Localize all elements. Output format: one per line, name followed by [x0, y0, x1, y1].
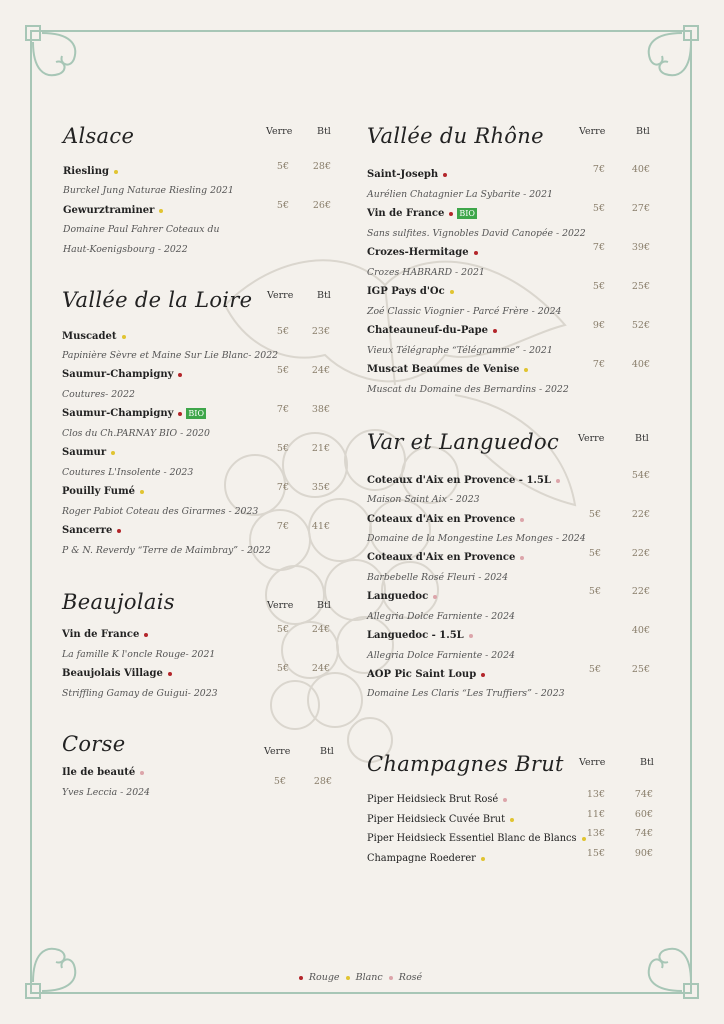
rose-dot-icon [469, 634, 473, 638]
blanc-dot-icon [122, 335, 126, 339]
champagne-name: Piper Heidsieck Cuvée Brut [367, 814, 514, 825]
verre-price: 7€ [276, 482, 289, 493]
verre-price: 7€ [276, 404, 289, 415]
rouge-dot-icon [481, 673, 485, 677]
wine-description: Roger Pabiot Coteau des Girarmes - 2023 [62, 506, 259, 517]
btl-price: 74€ [634, 789, 653, 800]
rouge-dot-icon [449, 212, 453, 216]
rose-dot-icon [389, 976, 393, 980]
section-loire [62, 288, 342, 568]
blanc-dot-icon [159, 209, 163, 213]
section-title: Beaujolais [62, 590, 175, 614]
legend-rouge: Rouge [308, 972, 340, 983]
verre-price: 5€ [588, 509, 601, 520]
section-title: Var et Languedoc [367, 430, 560, 454]
btl-header: Btl [320, 746, 334, 757]
blanc-dot-icon [346, 976, 350, 980]
btl-price: 24€ [311, 663, 330, 674]
rouge-dot-icon [178, 373, 182, 377]
wine-description: Coutures L'Insolente - 2023 [62, 467, 194, 478]
wine-name: Pouilly Fumé [62, 486, 144, 497]
champagne-name: Piper Heidsieck Brut Rosé [367, 794, 507, 805]
wine-description: Maison Saint Aix - 2023 [367, 494, 480, 505]
btl-price: 54€ [631, 470, 650, 481]
corner-ornament-bottom-left [24, 930, 94, 1000]
section-title: Corse [62, 732, 126, 756]
section-title: Vallée de la Loire [62, 288, 253, 312]
verre-price: 5€ [588, 586, 601, 597]
verre-header: Verre [579, 126, 606, 137]
legend-rose: Rosé [398, 972, 423, 983]
wine-name: Muscat Beaumes de Venise [367, 364, 528, 375]
wine-name: Saint-Joseph [367, 169, 447, 180]
wine-description: Striffling Gamay de Guigui- 2023 [62, 688, 218, 699]
wine-description: Zoé Classic Viognier - Parcé Frère - 2024 [367, 306, 562, 317]
wine-name: AOP Pic Saint Loup [367, 669, 485, 680]
verre-price: 5€ [276, 443, 289, 454]
btl-price: 22€ [631, 586, 650, 597]
section-title: Vallée du Rhône [367, 124, 544, 148]
rouge-dot-icon [117, 529, 121, 533]
wine-name: Chateauneuf-du-Pape [367, 325, 497, 336]
btl-price: 25€ [631, 281, 650, 292]
verre-price: 5€ [276, 663, 289, 674]
rose-dot-icon [556, 479, 560, 483]
rose-dot-icon [433, 595, 437, 599]
wine-name: Ile de beauté [62, 767, 144, 778]
rose-dot-icon [140, 771, 144, 775]
verre-header: Verre [579, 757, 606, 768]
verre-header: Verre [266, 126, 293, 137]
wine-description: Coutures- 2022 [62, 389, 135, 400]
rouge-dot-icon [493, 329, 497, 333]
wine-name: Gewurztraminer [63, 205, 163, 216]
wine-name: Muscadet [62, 331, 126, 342]
corner-ornament-top-left [24, 24, 94, 94]
btl-header: Btl [317, 290, 331, 301]
verre-price: 15€ [586, 848, 605, 859]
wine-name: Saumur-Champigny [62, 369, 182, 380]
wine-description: Domaine Les Claris “Les Truffiers” - 2023 [367, 688, 565, 699]
verre-header: Verre [267, 290, 294, 301]
wine-name: Coteaux d'Aix en Provence - 1.5L [367, 475, 560, 486]
verre-price: 5€ [276, 326, 289, 337]
wine-name: Saumur [62, 447, 115, 458]
verre-price: 13€ [586, 789, 605, 800]
btl-price: 40€ [631, 359, 650, 370]
wine-description: Aurélien Chatagnier La Sybarite - 2021 [367, 189, 553, 200]
wine-description: Sans sulfites. Vignobles David Canopée - 2022 [367, 228, 586, 239]
champagne-name: Piper Heidsieck Essentiel Blanc de Blancs [367, 833, 586, 844]
wine-description: La famille K l'oncle Rouge- 2021 [62, 649, 216, 660]
btl-price: 26€ [312, 200, 331, 211]
rouge-dot-icon [168, 672, 172, 676]
wine-description: Domaine Paul Fahrer Coteaux du [63, 224, 220, 235]
wine-description: Allegria Dolce Farniente - 2024 [367, 611, 515, 622]
btl-price: 22€ [631, 548, 650, 559]
section-languedoc [367, 430, 657, 710]
champagne-name: Champagne Roederer [367, 853, 485, 864]
wine-name: Vin de France BIO [367, 208, 475, 219]
verre-price: 7€ [592, 242, 605, 253]
wine-description: Domaine de la Mongestine Les Monges - 2024 [367, 533, 586, 544]
bio-badge: BIO [459, 209, 475, 218]
wine-name: IGP Pays d'Oc [367, 286, 454, 297]
btl-price: 39€ [631, 242, 650, 253]
verre-price: 7€ [592, 359, 605, 370]
wine-description: Papinière Sèvre et Maine Sur Lie Blanc- 2022 [62, 350, 279, 361]
btl-price: 74€ [634, 828, 653, 839]
wine-name: Coteaux d'Aix en Provence [367, 552, 524, 563]
btl-price: 28€ [312, 161, 331, 172]
wine-name: Riesling [63, 166, 118, 177]
btl-price: 35€ [311, 482, 330, 493]
rose-dot-icon [520, 556, 524, 560]
wine-description: Burckel Jung Naturae Riesling 2021 [63, 185, 234, 196]
btl-price: 40€ [631, 164, 650, 175]
verre-price: 13€ [586, 828, 605, 839]
wine-description: Allegria Dolce Farniente - 2024 [367, 650, 515, 661]
bio-badge: BIO [188, 409, 205, 418]
rouge-dot-icon [178, 412, 182, 416]
color-legend [0, 972, 724, 983]
rose-dot-icon [520, 518, 524, 522]
wine-name: Crozes-Hermitage [367, 247, 478, 258]
verre-price: 9€ [592, 320, 605, 331]
verre-price: 7€ [276, 521, 289, 532]
verre-price: 5€ [273, 776, 286, 787]
rouge-dot-icon [474, 251, 478, 255]
verre-price: 5€ [276, 365, 289, 376]
verre-price: 5€ [588, 664, 601, 675]
btl-price: 24€ [311, 624, 330, 635]
verre-price: 5€ [276, 200, 289, 211]
legend-blanc: Blanc [355, 972, 383, 983]
verre-price: 5€ [276, 161, 289, 172]
section-corse [62, 732, 342, 812]
wine-name: Languedoc - 1.5L [367, 630, 473, 641]
wine-name: Saumur-Champigny BIO [62, 408, 205, 419]
wine-description: Barbebelle Rosé Fleuri - 2024 [367, 572, 508, 583]
btl-header: Btl [635, 433, 649, 444]
wine-description: P & N. Reverdy “Terre de Maimbray” - 2022 [62, 545, 271, 556]
rouge-dot-icon [299, 976, 303, 980]
rouge-dot-icon [144, 633, 148, 637]
blanc-dot-icon [140, 490, 144, 494]
blanc-dot-icon [510, 818, 514, 822]
verre-price: 5€ [588, 548, 601, 559]
btl-price: 21€ [311, 443, 330, 454]
wine-description: Clos du Ch.PARNAY BIO - 2020 [62, 428, 210, 439]
wine-name: Coteaux d'Aix en Provence [367, 514, 524, 525]
wine-description: Muscat du Domaine des Bernardins - 2022 [367, 384, 569, 395]
btl-header: Btl [640, 757, 654, 768]
blanc-dot-icon [524, 368, 528, 372]
btl-header: Btl [636, 126, 650, 137]
btl-price: 41€ [311, 521, 330, 532]
blanc-dot-icon [481, 857, 485, 861]
wine-description: Crozes HABRARD - 2021 [367, 267, 485, 278]
corner-ornament-bottom-right [630, 930, 700, 1000]
section-champagnes [367, 752, 657, 867]
blanc-dot-icon [450, 290, 454, 294]
btl-price: 23€ [311, 326, 330, 337]
rose-dot-icon [503, 798, 507, 802]
wine-description: Haut-Koenigsbourg - 2022 [63, 244, 188, 255]
btl-price: 40€ [631, 625, 650, 636]
section-beaujolais [62, 590, 342, 710]
verre-header: Verre [267, 600, 294, 611]
verre-price: 7€ [592, 164, 605, 175]
wine-description: Vieux Télégraphe “Télégramme” - 2021 [367, 345, 553, 356]
wine-name: Languedoc [367, 591, 437, 602]
verre-header: Verre [578, 433, 605, 444]
verre-price: 5€ [276, 624, 289, 635]
verre-header: Verre [264, 746, 291, 757]
verre-price: 5€ [592, 203, 605, 214]
btl-price: 25€ [631, 664, 650, 675]
section-alsace [63, 124, 343, 264]
verre-price: 5€ [592, 281, 605, 292]
btl-price: 38€ [311, 404, 330, 415]
section-rhone [367, 124, 657, 404]
btl-price: 22€ [631, 509, 650, 520]
btl-header: Btl [317, 600, 331, 611]
section-title: Alsace [63, 124, 135, 148]
verre-price: 11€ [586, 809, 605, 820]
btl-price: 24€ [311, 365, 330, 376]
btl-price: 60€ [634, 809, 653, 820]
blanc-dot-icon [111, 451, 115, 455]
btl-price: 90€ [634, 848, 653, 859]
blanc-dot-icon [114, 170, 118, 174]
btl-price: 52€ [631, 320, 650, 331]
wine-name: Vin de France [62, 629, 148, 640]
btl-header: Btl [317, 126, 331, 137]
btl-price: 27€ [631, 203, 650, 214]
section-title: Champagnes Brut [367, 752, 564, 776]
corner-ornament-top-right [630, 24, 700, 94]
wine-description: Yves Leccia - 2024 [62, 787, 150, 798]
wine-name: Beaujolais Village [62, 668, 172, 679]
wine-name: Sancerre [62, 525, 121, 536]
rouge-dot-icon [443, 173, 447, 177]
btl-price: 28€ [313, 776, 332, 787]
